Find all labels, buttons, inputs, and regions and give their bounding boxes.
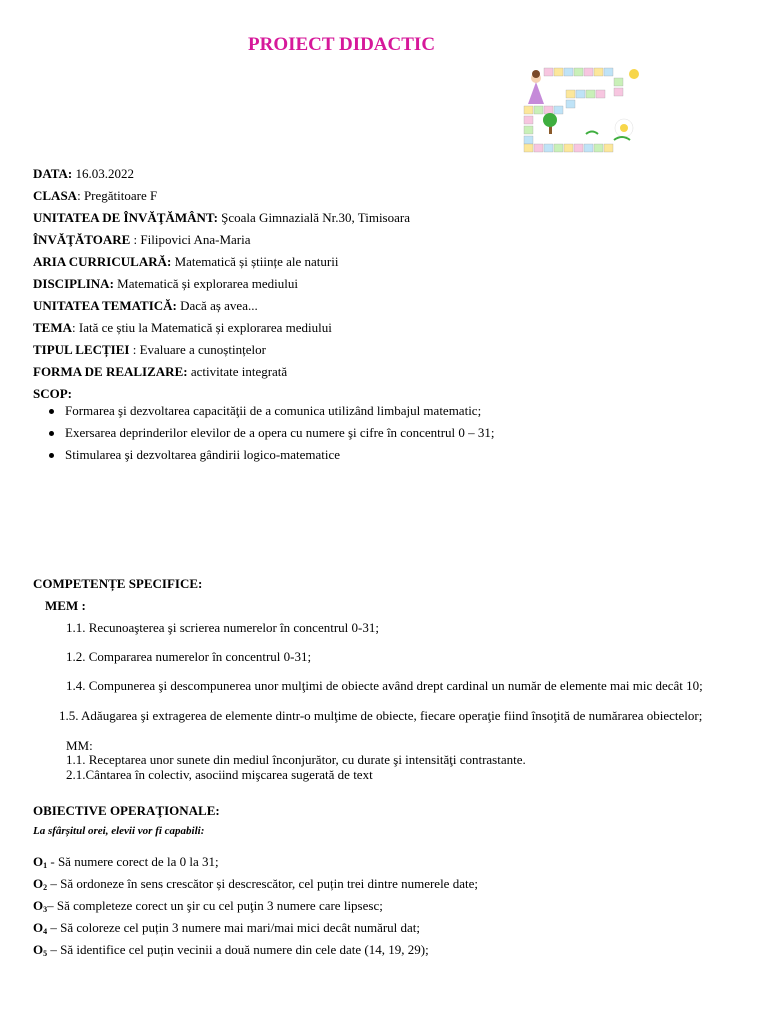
objective-item: $O_1$ - Să numere corect de la 0 la 31; [33, 854, 219, 870]
mem-item: 1.4. Compunerea şi descompunerea unor mulţimi de obiecte având drept cardinal un număr de elemente mai mic decât 10; [66, 678, 703, 693]
scop-item: Formarea şi dezvoltarea capacităţii de a comunica utilizând limbajul matematic; [49, 403, 481, 419]
objective-item: $O_4$ – Să coloreze cel puțin 3 numere mai mari/mai mici decât numărul dat; [33, 920, 421, 936]
scop-item: Stimularea şi dezvoltarea gândirii logico-matematice [49, 447, 340, 463]
bullet-icon [49, 431, 54, 436]
field-clasa: CLASA: Pregătitoare F [33, 188, 158, 203]
bullet-icon [49, 409, 54, 414]
mem-label: MEM : [45, 598, 86, 613]
page-title: PROIECT DIDACTIC [248, 34, 436, 55]
field-data: DATA: 16.03.2022 [33, 166, 134, 181]
scop-item: Exersarea deprinderilor elevilor de a opera cu numere şi cifre în concentrul 0 – 31; [49, 425, 495, 441]
mem-item: 1.5. Adăugarea şi extragerea de elemente dintr-o mulţime de obiecte, fiecare operaţie fiind însoţită de numărarea obiectelor; [59, 708, 703, 723]
objective-item: $O_5$ – Să identifice cel puțin vecinii a două numere din cele date (14, 19, 29); [33, 942, 429, 958]
obiective-heading: OBIECTIVE OPERAŢIONALE: [33, 803, 220, 818]
field-unitatea-tematica: UNITATEA TEMATICĂ: Dacă aș avea... [33, 298, 258, 313]
mem-item: 1.2. Compararea numerelor în concentrul 0-31; [66, 649, 312, 664]
field-forma-de-realizare: FORMA DE REALIZARE: activitate integrată [33, 364, 288, 379]
mm-label: MM: [66, 738, 93, 753]
mm-item: 2.1.Cântarea în colectiv, asociind mişcarea sugerată de text [66, 767, 373, 782]
field-scop: SCOP: [33, 386, 72, 401]
mem-item: 1.1. Recunoaşterea şi scrierea numerelor în concentrul 0-31; [66, 620, 379, 635]
obiective-intro: La sfârșitul orei, elevii vor fi capabili: [33, 825, 205, 837]
field-tipul-lectiei: TIPUL LECȚIEI : Evaluare a cunoștințelor [33, 342, 266, 357]
field-invatatoare: ÎNVĂŢĂTOARE : Filipovici Ana-Maria [33, 232, 251, 247]
number-board-game-illustration [516, 64, 644, 154]
field-tema: TEMA: Iată ce știu la Matematică și explorarea mediului [33, 320, 332, 335]
bullet-icon [49, 453, 54, 458]
mm-item: 1.1. Receptarea unor sunete din mediul înconjurător, cu durate şi intensităţi contrastante. [66, 752, 526, 767]
field-disciplina: DISCIPLINA: Matematică și explorarea mediului [33, 276, 299, 291]
objective-item: $O_3-$ Să completeze corect un şir cu cel puţin 3 numere care lipsesc; [33, 898, 383, 914]
competente-heading: COMPETENȚE SPECIFICE: [33, 576, 203, 591]
objective-item: $O_2$ – Să ordoneze în sens crescător și descrescător, cel puțin trei dintre numerele date; [33, 876, 478, 892]
field-aria-curriculara: ARIA CURRICULARĂ: Matematică și științe ale naturii [33, 254, 339, 269]
field-unitatea-de-invatamant: UNITATEA DE ÎNVĂŢĂMÂNT: Şcoala Gimnazială Nr.30, Timisoara [33, 210, 410, 225]
